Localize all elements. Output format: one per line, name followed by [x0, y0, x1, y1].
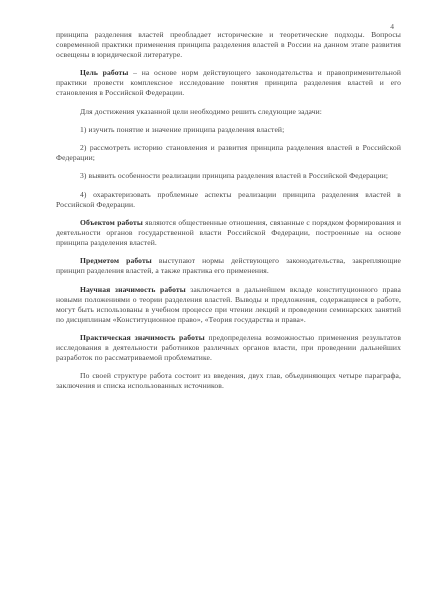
paragraph-object — [56, 218, 401, 248]
paragraph-text: предопределена возможностью применения результатов исследования в деятельности работников различных органов власти, при проведении дальнейших разработок по рассматриваемой проблематике. — [56, 332, 402, 362]
paragraph-text: заключается в дальнейшем вкладе конституционного права новыми положениями о теории разделения властей. Выводы и предложения, содержащиеся в работе, могут быть использованы в учебном процессе при чтении лекций и проведении семинарских занятий по дисциплинам «Конституционное право», «Теория государства и права». — [56, 284, 401, 324]
paragraph-structure — [56, 371, 401, 391]
paragraph-lead: Предметом работы — [80, 256, 152, 266]
paragraph-lead: Научная значимость работы — [80, 284, 186, 294]
paragraph-text: Для достижения указанной цели необходимо решить следующие задачи: — [80, 106, 322, 116]
paragraph-subject — [56, 256, 401, 276]
paragraph-text: 4) охарактеризовать проблемные аспекты реализации принципа разделения властей в Российской Федерации. — [56, 189, 401, 209]
paragraph-text: 1) изучить понятие и значение принципа разделения властей; — [80, 124, 285, 134]
paragraph-task-3 — [56, 171, 401, 181]
paragraph-text: принципа разделения властей преобладает исторические и теоретические подходы. Вопросы современной практики применения принципа разделения властей в России на данном этапе развития освещены в юридической литературе. — [56, 30, 401, 60]
paragraph-text: По своей структуре работа состоит из введения, двух глав, объединяющих четыре параграфа, заключения и списка использованных источников. — [56, 371, 401, 391]
paragraph-lead: Объектом работы — [80, 217, 143, 227]
paragraph-scientific-significance — [56, 285, 401, 325]
paragraph-topic-study — [56, 30, 401, 60]
paragraph-practical-significance — [56, 333, 401, 363]
paragraph-text: 2) рассмотреть историю становления и развития принципа разделения властей в Российской Федерации; — [56, 143, 401, 163]
paragraph-text: выступают нормы действующего законодательства, закрепляющие принцип разделения властей, а также практика его применения. — [56, 256, 401, 276]
document-body — [56, 30, 401, 391]
page-number: 4 — [390, 22, 394, 31]
paragraph-text: 3) выявить особенности реализации принципа разделения властей в Российской Федерации; — [80, 171, 389, 181]
paragraph-lead: Цель работы — [80, 68, 129, 78]
paragraph-task-2 — [56, 143, 401, 163]
paragraph-text: – на основе норм действующего законодательства и правоприменительной практики провести комплексное исследование понятия принципа разделения властей и его становления в Российской Федерации. — [56, 68, 402, 98]
paragraph-task-4 — [56, 190, 401, 210]
paragraph-task-1 — [56, 125, 401, 135]
paragraph-lead: Практическая значимость работы — [80, 332, 205, 342]
paragraph-goal — [56, 68, 401, 98]
paragraph-text: являются общественные отношения, связанные с порядком формирования и деятельности органов государственной власти Российской Федерации, построенные на основе принципа разделения властей. — [56, 217, 401, 248]
paragraph-tasks-intro — [56, 107, 401, 117]
